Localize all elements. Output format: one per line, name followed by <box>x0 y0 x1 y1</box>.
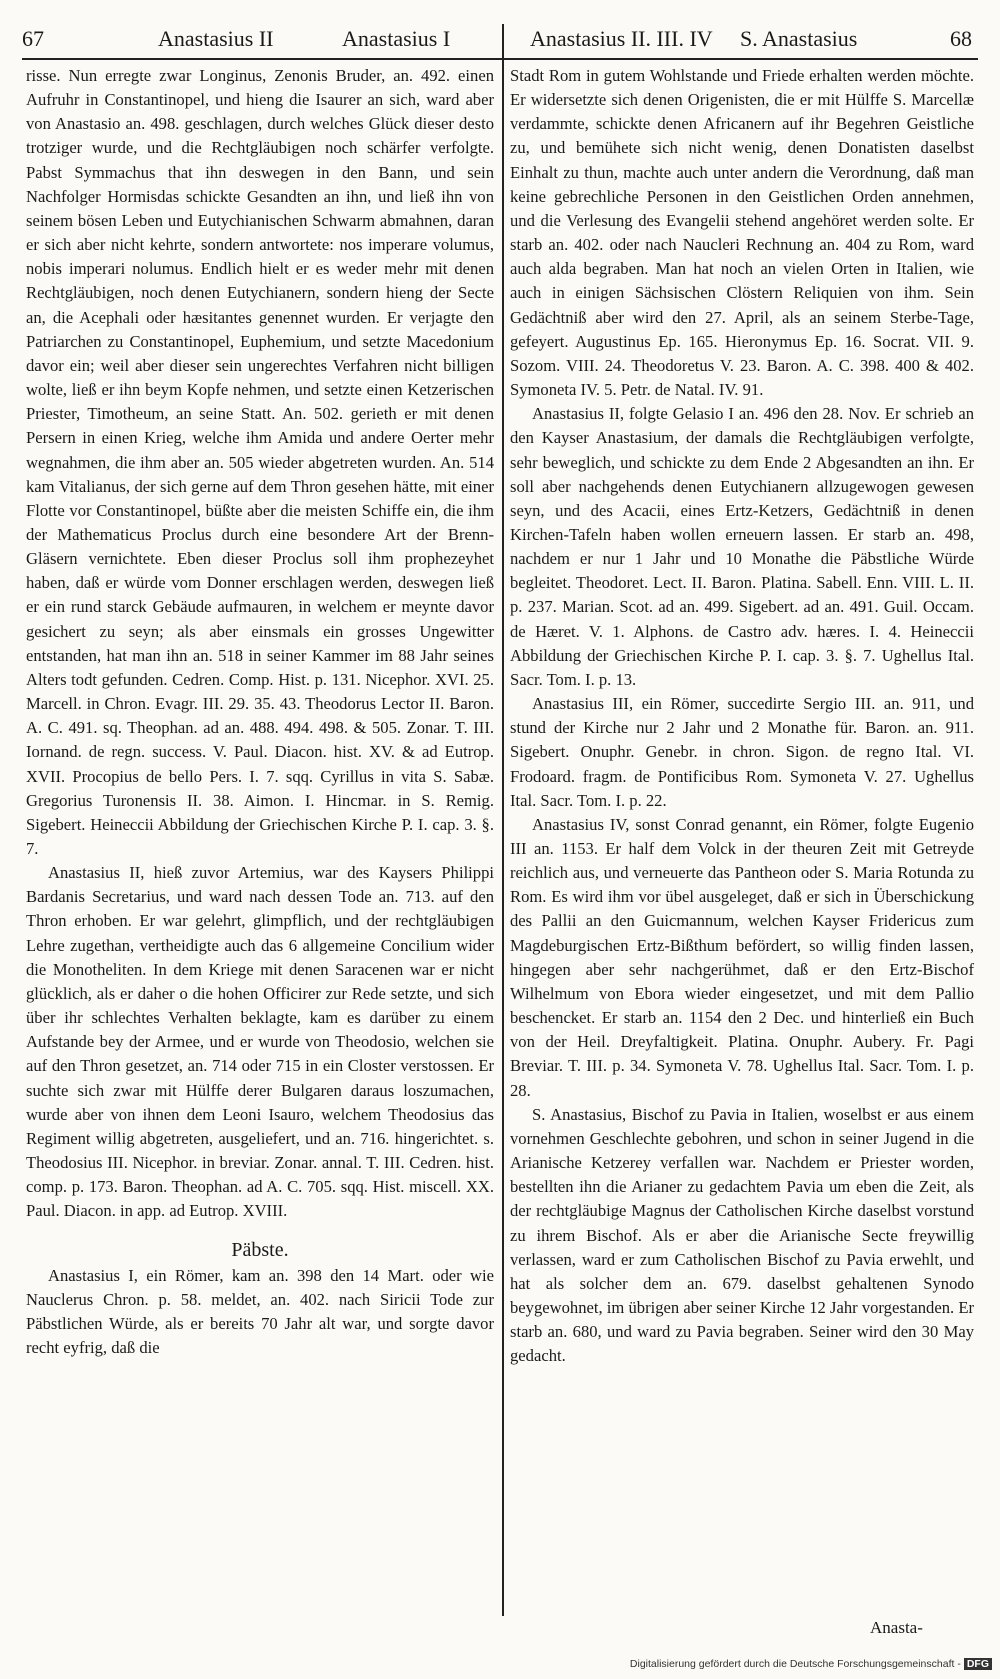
digitization-footer <box>600 1658 992 1670</box>
footer-text: Digitalisierung gefördert durch die Deutsche Forschungsgemeinschaft - <box>629 1658 961 1670</box>
catchword: Anasta- <box>870 1618 923 1637</box>
paragraph-s-anastasius: S. Anastasius, Bischof zu Pavia in Italien, woselbst er aus einem vornehmen Geschlechte gebohren, und schon in seiner Jugend in die Arianische Ketzerey verfallen war. Nachdem er Priester worden, bestellten ihn die Arianer zu gedachtem Pavia um eben die Zeit, als der rechtgläubige Magnus der Catholischen Kirche daselbst vorstund zu ihrem Bischof. Als er aber die Arianische Secte freywillig verlassen, ward er zum Catholischen Bischof zu Pavia erwehlt, und hat als solcher dem an. 679. daselbst gehaltenen Synodo beygewohnet, im übrigen aber seiner Kirche 12 Jahr vorgestanden. Er starb an. 680, und ward zu Pavia begraben. Seiner wird den 30 May gedacht. <box>510 1104 974 1366</box>
header-rule <box>22 58 978 60</box>
header-title-right-1: Anastasius II. III. IV <box>530 26 713 51</box>
section-heading-paebste: Päbste. <box>231 1238 289 1261</box>
paragraph-anastasius-ii-emperor: Anastasius II, hieß zuvor Artemius, war des Kaysers Philippi Bardanis Secretarius, und ward nach dessen Tode an. 713. auf den Thron erhoben. Er war gelehrt, glimpflich, und der rechtgläubigen Lehre zugethan, vertheidigte auch das 6 allgemeine Concilium wider die Monotheliten. In dem Kriege mit denen Saracenen war er nicht glücklich, als er daher o die hohen Officirer zur Rede setzte, und sich über ihr schlechtes Verhalten beklagte, kam es darüber zu einem Aufstande bey der Armee, und er wurde von Theodosio, welchen sie auf den Thron gesetzet, an. 714 oder 715 in ein Closter verstossen. Er suchte sich zwar mit Hülffe derer Bulgaren daraus loszumachen, wurde aber von ihnen dem Leoni Isauro, welchem Theodosius das Regiment willig abgetreten, ausgeliefert, und an. 716. hingerichtet. s. Theodosius III. Nicephor. in breviar. Zonar. annal. T. III. Cedren. hist. comp. p. 173. Baron. Theophan. ad A. C. 705. sqq. Hist. miscell. XX. Paul. Diacon. in app. ad Eutrop. XVIII. <box>26 863 494 1221</box>
paragraph-anastasius-i-emperor-cont: risse. Nun erregte zwar Longinus, Zenonis Bruder, an. 492. einen Aufruhr in Constantinopel, und hieng die Isaurer an sich, ward aber von Anastasio an. 498. geschlagen, durch welches Glück dieser desto trotziger wurde, und die Rechtgläubigen noch schärfer verfolgte. Pabst Symmachus that ihn deswegen in den Bann, und sein Nachfolger Hormisdas schickte Gesandten an ihn, und ließ ihn von seinem bösen Leben und Eutychianischen Schwarm abmahnen, daran er sich aber nicht kehrte, sondern antwortete: nos imperare volumus, nobis imperari nolumus. Endlich hielt er es weder mehr mit denen Rechtgläubigen, noch denen Eutychianern, sondern hieng der Secte an, die Acephali oder hæsitantes genennet wurden. Er verjagte den Patriarchen zu Constantinopel, Euphemium, und setzte Macedonium davor ein; weil aber dieser sein ungerechtes Verfahren nicht billigen wolte, ließ er ihn beym Kopfe nehmen, und setzte einen Ketzerischen Priester, Timotheum, an seine Statt. An. 502. gerieth er mit denen Persern in einen Krieg, welche ihm Amida und andere Oerter mehr wegnahmen, die ihm aber an. 505 wieder abgetreten wurden. An. 514 kam Vitalianus, der sich gerne auf dem Thron gesehen hätte, mit einer Flotte vor Constantinopel, büßte aber die meisten Schiffe ein, die ihm der Mathematicus Proclus durch eine besondere Art der Brenn-Gläsern vernichtete. Eben dieser Proclus soll ihm prophezeyhet haben, daß er würde vom Donner erschlagen werden, deswegen ließ er ein rund starck Gebäude aufmauren, in welchem er meynte davor gesichert zu seyn; als aber einsmals ein grosses Ungewitter entstanden, hat man ihn an. 518 in seiner Kammer im 88 Jahr seines Alters todt gefunden. Cedren. Comp. Hist. p. 131. Nicephor. XVI. 25. Marcell. in Chron. Evagr. III. 29. 35. 43. Theodorus Lector II. Baron. A. C. 491. sq. Theophan. ad an. 488. 494. 498. & 505. Zonar. T. III. Iornand. de regn. success. V. Paul. Diacon. hist. XV. & ad Eutrop. XVII. Procopius de bello Pers. I. 7. sqq. Cyrillus in vita S. Sabæ. Gregorius Turonensis II. 38. Aimon. I. Hincmar. in S. Remig. Sigebert. Heineccii Abbildung der Griechischen Kirche P. I. cap. 3. §. 7. <box>26 66 494 858</box>
header-title-right-2: S. Anastasius <box>740 26 858 51</box>
header-title-left-2: Anastasius I <box>342 26 451 51</box>
paragraph-anastasius-iii-pope: Anastasius III, ein Römer, succedirte Sergio III. an. 911, und stund der Kirche nur 2 Jahr und 2 Monathe für. Baron. an. 911. Sigebert. Onuphr. Genebr. in chron. Sigon. de regno Ital. VI. Frodoard. fragm. de Pontificibus Rom. Symoneta V. 27. Ughellus Ital. Sacr. Tom. I. p. 22. <box>510 694 974 810</box>
page-number-right: 68 <box>950 26 972 51</box>
column-divider <box>502 24 504 1616</box>
header-title-left-1: Anastasius II <box>158 26 274 51</box>
dfg-logo: DFG <box>964 1658 992 1670</box>
page-number-left: 67 <box>22 26 44 51</box>
paragraph-anastasius-ii-pope: Anastasius II, folgte Gelasio I an. 496 den 28. Nov. Er schrieb an den Kayser Anastasium, der damals die Rechtgläubigen verfolgte, sehr beweglich, und schickte zu dem Ende 2 Abgesandten an ihn. Er soll aber nachgehends denen Eutychianern allzugewogen gewesen seyn, und des Acacii, eines Ertz-Ketzers, Gedächtniß in denen Kirchen-Tafeln haben wollen erneuern lassen. Er starb an. 498, nachdem er nur 1 Jahr und 10 Monathe die Päbstliche Würde begleitet. Theodoret. Lect. II. Baron. Platina. Sabell. Enn. VIII. L. II. p. 237. Marian. Scot. ad an. 499. Sigebert. ad an. 491. Guil. Occam. de Hæret. V. 1. Alphons. de Castro adv. hæres. I. 4. Heineccii Abbildung der Griechischen Kirche P. I. cap. 3. §. 7. Ughellus Ital. Sacr. Tom. I. p. 13. <box>510 404 974 689</box>
paragraph-anastasius-i-pope-cont: Stadt Rom in gutem Wohlstande und Friede erhalten werden möchte. Er widersetzte sich denen Origenisten, die er mit Hülffe S. Marcellæ verdammte, schickte denen Africanern auf ihr Begehren Geistliche zu, und bemühete sich nicht wenig, denen Donatisten daselbst Einhalt zu thun, machte auch unter andern die Verordnung, daß man keine gebrechliche Personen in den Geistlichen Orden annehmen, und die Verlesung des Evangelii stehend angehöret werden solte. Er starb an. 402. oder nach Naucleri Rechnung an. 404 zu Rom, ward auch alda begraben. Man hat noch an vielen Orten in Italien, wie auch in einigen Sächsischen Clöstern Reliquien von ihm. Sein Gedächtniß aber wird den 27. April, als an seinem Sterbe-Tage, gefeyert. Augustinus Ep. 165. Hieronymus Ep. 16. Socrat. VII. 9. Sozom. VIII. 24. Theodoretus V. 23. Baron. A. C. 398. 400 & 402. Symoneta IV. 5. Petr. de Natal. IV. 91. <box>510 66 974 400</box>
paragraph-anastasius-i-pope: Anastasius I, ein Römer, kam an. 398 den 14 Mart. oder wie Nauclerus Chron. p. 58. meldet, an. 402. nach Siricii Tode zur Päbstlichen Würde, als er bereits 70 Jahr alt war, und sorgte davor recht eyfrig, daß die <box>26 1265 494 1358</box>
paragraph-anastasius-iv-pope: Anastasius IV, sonst Conrad genannt, ein Römer, folgte Eugenio III an. 1153. Er half dem Volck in der theuren Zeit mit Getreyde reichlich aus, und verneuerte das Pantheon oder S. Maria Rotunda zu Rom. Es wird ihm vor übel ausgeleget, daß er sich in Überschickung des Pallii an den Guicmannum, welchen Kayser Fridericus zum Magdeburgischen Ertz-Bißthum befördert, so willig finden lassen, hingegen aber sehr nachgerühmet, daß er den Ertz-Bischof Wilhelmum von Ebora wieder eingesetzet, und mit dem Pallio beschencket. Er starb an. 1154 den 2 Dec. und hinterließ ein Buch von der Heil. Dreyfaltigkeit. Platina. Onuphr. Aubery. Fr. Pagi Breviar. T. III. p. 34. Symoneta V. 78. Ughellus Ital. Sacr. Tom. I. p. 28. <box>510 814 974 1100</box>
right-column <box>510 64 974 1368</box>
left-column <box>26 64 494 1360</box>
